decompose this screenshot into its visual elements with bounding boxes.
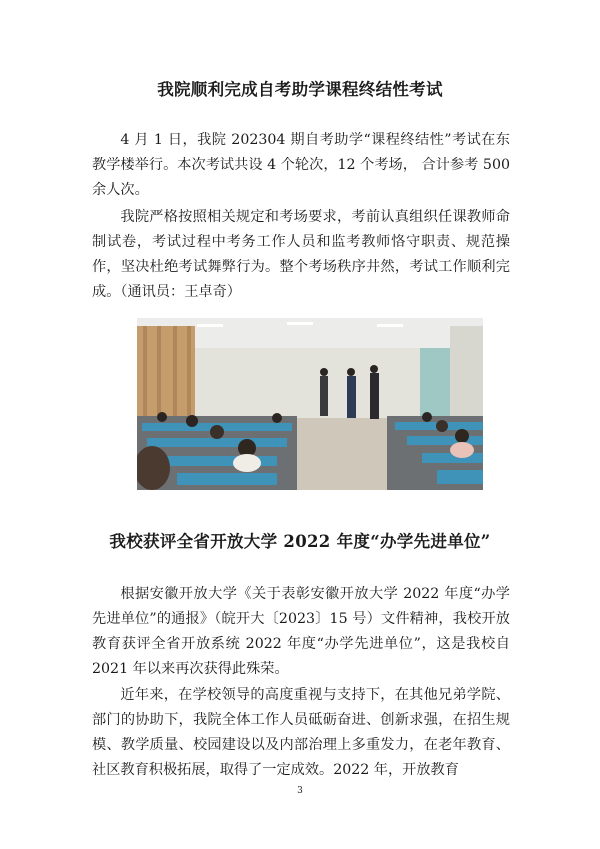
article-paragraph-award-achievements: 近年来，在学校领导的高度重视与支持下，在其他兄弟学院、部门的协助下，我院全体工作人员砥砺奋进、创新求强，在招生规模、教学质量、校园建设以及内部治理上多重发力，在老年教育、社区教育积极拓展，取得了一定成效。2022 年，开放教育 [92, 687, 510, 778]
article-title-exam: 我院顺利完成自考助学课程终结性考试 [157, 80, 443, 99]
article-paragraph-exam-process: 我院严格按照相关规定和考场要求，考前认真组织任课教师命制试卷，考试过程中考务工作人员和监考教师恪守职责、规范操作，坚决杜绝考试舞弊行为。整个考场秩序井然，考试工作顺利完成。（通讯员：王卓奇） [92, 209, 510, 300]
article-paragraph-exam-summary: 4 月 1 日，我院 202304 期自考助学“课程终结性”考试在东教学楼举行。本次考试共设 4 个轮次，12 个考场， 合计参考 500 余人次。 [92, 132, 510, 198]
article-paragraph-award-notice: 根据安徽开放大学《关于表彰安徽开放大学 2022 年度“办学先进单位”的通报》（皖开大〔2023〕15 号）文件精神，我校开放教育获评全省开放系统 2022 年度“办学先进单位”，这是我校自 2021 年以来再次获得此殊荣。 [92, 586, 510, 677]
article-title-award: 我校获评全省开放大学 2022 年度“办学先进单位” [109, 532, 491, 551]
exam-room-photo [137, 318, 483, 490]
page-number: 3 [297, 786, 303, 796]
